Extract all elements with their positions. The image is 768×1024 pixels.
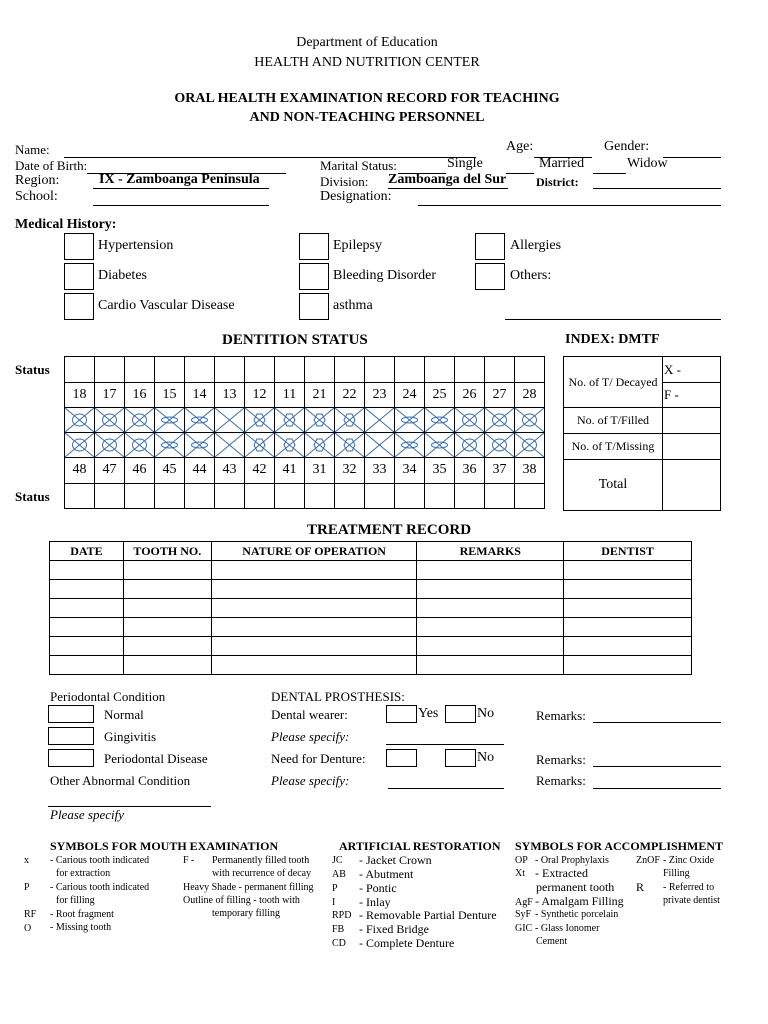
upper-status-cell[interactable] [455,357,485,383]
region-value: IX - Zamboanga Peninsula [99,172,260,187]
cell[interactable] [50,656,124,675]
upper-tooth-diagram[interactable] [65,408,95,433]
rf-symbol: RF [24,909,37,920]
wearer-yes-label: Yes [418,706,439,721]
mouth-exam-heading: SYMBOLS FOR MOUTH EXAMINATION [50,839,279,853]
others-specify-field[interactable] [505,319,721,320]
upper-status-label: Status [15,362,50,377]
upper-tooth-number: 16 [125,382,155,408]
lower-tooth-diagram[interactable] [485,433,515,458]
lower-tooth-number: 33 [365,458,395,484]
upper-tooth-number: 23 [365,382,395,408]
agf-desc: - Amalgam Filling [535,894,624,908]
lower-status-cell[interactable] [185,483,215,509]
op-symbol: OP [515,855,528,866]
lower-tooth-number: 32 [335,458,365,484]
upper-status-cell[interactable] [155,357,185,383]
married-blank[interactable] [506,173,534,174]
upper-tooth-diagram[interactable] [125,408,155,433]
cell[interactable] [211,599,417,618]
treatment-record-table [49,541,692,675]
col-remarks: REMARKS [417,542,564,561]
upper-status-cell[interactable] [425,357,455,383]
gender-label: Gender: [604,139,650,154]
please-specify-label: Please specify [50,807,124,822]
table-row [50,656,692,675]
dob-label: Date of Birth: [15,158,88,173]
lower-status-cell[interactable] [155,483,185,509]
remarks-field-1[interactable] [593,722,721,723]
upper-tooth-number: 26 [455,382,485,408]
upper-tooth-diagram[interactable] [305,408,335,433]
lower-tooth-diagram[interactable] [95,433,125,458]
department-title: Department of Education [296,35,438,50]
normal-checkbox[interactable] [48,705,94,723]
op-desc: - Oral Prophylaxis [535,855,609,866]
need-no-checkbox[interactable] [445,749,476,767]
allergies-checkbox[interactable] [475,233,505,260]
remarks-label-2: Remarks: [536,752,586,767]
table-row [50,637,692,656]
missing-label: No. of T/Missing [564,434,663,460]
cell[interactable] [50,599,124,618]
xt-symbol: Xt [515,868,525,879]
cell[interactable] [50,561,124,580]
f-symbol: F - [183,855,195,866]
o-desc: - Missing tooth [50,922,112,933]
upper-status-cell[interactable] [395,357,425,383]
asthma-checkbox[interactable] [299,293,329,320]
wearer-no-label: No [477,706,495,721]
restoration-desc: - Inlay [359,895,391,909]
restoration-desc: - Removable Partial Denture [359,908,497,922]
accomplishment-heading: SYMBOLS FOR ACCOMPLISHMENT [515,839,724,853]
upper-tooth-number: 13 [215,382,245,408]
p-symbol: P [24,882,30,893]
syf-symbol: SyF [515,909,532,920]
lower-status-cell[interactable] [515,483,545,509]
lower-tooth-number: 48 [65,458,95,484]
lower-status-cell[interactable] [65,483,95,509]
cell[interactable] [211,637,417,656]
upper-tooth-diagram[interactable] [395,408,425,433]
cell[interactable] [50,618,124,637]
dentition-chart [64,356,545,509]
other-abnormal-label: Other Abnormal Condition [50,773,191,788]
periodontal-disease-label: Periodontal Disease [104,751,208,766]
restoration-desc: - Pontic [359,881,397,895]
single-option: Single [447,156,483,171]
lower-tooth-number: 42 [245,458,275,484]
total-label: Total [564,460,663,511]
upper-tooth-diagram[interactable] [335,408,365,433]
dental-prosthesis-heading: DENTAL PROSTHESIS: [271,689,405,704]
restoration-desc: - Fixed Bridge [359,922,429,936]
epilepsy-checkbox[interactable] [299,233,329,260]
restoration-desc: - Jacket Crown [359,853,432,867]
widow-blank[interactable] [593,173,626,174]
filled-label: No. of T/Filled [564,408,663,434]
heavy-shade-desc: Heavy Shade - permanent filling [183,882,314,893]
cell[interactable] [564,656,692,675]
hypertension-label: Hypertension [98,238,174,253]
age-label: Age: [506,139,534,154]
lower-status-cell[interactable] [215,483,245,509]
x-desc-2: for extraction [56,868,111,879]
table-row [50,561,692,580]
znof-symbol: ZnOF [636,855,660,866]
epilepsy-label: Epilepsy [333,238,382,253]
upper-tooth-number: 11 [275,382,305,408]
need-yes-checkbox[interactable] [386,749,417,767]
division-value: Zamboanga del Sur [388,172,507,187]
upper-status-cell[interactable] [245,357,275,383]
lower-status-cell[interactable] [395,483,425,509]
hypertension-checkbox[interactable] [64,233,94,260]
upper-tooth-diagram[interactable] [185,408,215,433]
table-row [50,599,692,618]
normal-label: Normal [104,707,144,722]
restoration-symbol: JC [332,855,343,866]
syf-desc: - Synthetic porcelain [535,909,619,920]
lower-tooth-number: 31 [305,458,335,484]
index-heading: INDEX: DMTF [565,332,660,347]
remarks-label-3: Remarks: [536,773,586,788]
r-desc-2: private dentist [663,895,720,906]
lower-tooth-diagram[interactable] [245,433,275,458]
upper-tooth-diagram[interactable] [275,408,305,433]
cell[interactable] [211,656,417,675]
asthma-label: asthma [333,298,373,313]
gic-symbol: GIC [515,923,533,934]
restoration-symbol: FB [332,924,345,935]
wearer-specify-field[interactable] [386,744,504,745]
lower-status-cell[interactable] [485,483,515,509]
cell[interactable] [417,599,564,618]
cell[interactable] [564,580,692,599]
wearer-yes-checkbox[interactable] [386,705,417,723]
cell[interactable] [50,637,124,656]
cell[interactable] [417,618,564,637]
name-field[interactable] [64,157,476,158]
upper-tooth-number: 27 [485,382,515,408]
upper-tooth-diagram[interactable] [485,408,515,433]
lower-tooth-number: 34 [395,458,425,484]
cell[interactable] [123,618,211,637]
lower-status-cell[interactable] [425,483,455,509]
lower-status-cell[interactable] [335,483,365,509]
division-label: Division: [320,174,369,189]
gic-desc-1: - Glass Ionomer [535,923,600,934]
designation-label: Designation: [320,189,392,204]
lower-tooth-number: 43 [215,458,245,484]
others-checkbox[interactable] [475,263,505,290]
school-label: School: [15,189,58,204]
lower-status-cell[interactable] [455,483,485,509]
lower-status-cell[interactable] [365,483,395,509]
p-desc-2: for filling [56,895,95,906]
lower-tooth-number: 36 [455,458,485,484]
col-tooth-no: TOOTH NO. [123,542,211,561]
need-denture-label: Need for Denture: [271,751,366,766]
wearer-specify-label: Please specify: [271,729,350,744]
cell[interactable] [417,637,564,656]
gingivitis-checkbox[interactable] [48,727,94,745]
lower-tooth-number: 41 [275,458,305,484]
allergies-label: Allergies [510,238,562,253]
upper-tooth-number: 22 [335,382,365,408]
o-symbol: O [24,923,32,934]
cell[interactable] [564,561,692,580]
cell[interactable] [123,637,211,656]
upper-tooth-number: 17 [95,382,125,408]
lower-status-label: Status [15,489,50,504]
total-cell[interactable] [663,460,721,511]
widow-option: Widow [627,156,668,171]
cell[interactable] [50,580,124,599]
x-decayed-cell[interactable]: X - [663,357,721,383]
cell[interactable] [417,561,564,580]
district-label: District: [536,175,579,189]
region-label: Region: [15,173,60,188]
medical-history-heading: Medical History: [15,217,117,232]
upper-tooth-diagram[interactable] [95,408,125,433]
need-specify-field[interactable] [388,788,504,789]
lower-status-cell[interactable] [95,483,125,509]
restoration-symbol: I [332,897,336,908]
artificial-restoration-heading: ARTIFICIAL RESTORATION [339,839,501,853]
need-no-label: No [477,750,495,765]
lower-tooth-number: 47 [95,458,125,484]
restoration-symbol: P [332,883,338,894]
r-desc-1: - Referred to [663,882,715,893]
xt-desc-2: permanent tooth [536,880,615,894]
gingivitis-label: Gingivitis [104,729,157,744]
bleeding-disorder-checkbox[interactable] [299,263,329,290]
marital-label: Marital Status: [320,158,397,173]
cell[interactable] [211,580,417,599]
upper-status-cell[interactable] [215,357,245,383]
upper-tooth-number: 25 [425,382,455,408]
upper-tooth-diagram[interactable] [245,408,275,433]
upper-status-cell[interactable] [185,357,215,383]
lower-tooth-diagram[interactable] [185,433,215,458]
married-option: Married [539,156,585,171]
lower-tooth-number: 37 [485,458,515,484]
school-field[interactable] [93,205,269,206]
upper-tooth-number: 12 [245,382,275,408]
wearer-no-checkbox[interactable] [445,705,476,723]
remarks-field-3[interactable] [593,788,721,789]
lower-tooth-diagram[interactable] [275,433,305,458]
restoration-desc: - Abutment [359,867,414,881]
cardio-checkbox[interactable] [64,293,94,320]
filled-cell[interactable] [663,408,721,434]
xt-desc-1: - Extracted [535,866,588,880]
lower-status-cell[interactable] [125,483,155,509]
division-field[interactable] [388,188,508,189]
lower-tooth-number: 38 [515,458,545,484]
upper-status-cell[interactable] [95,357,125,383]
lower-tooth-diagram[interactable] [125,433,155,458]
upper-tooth-number: 21 [305,382,335,408]
upper-tooth-diagram[interactable] [455,408,485,433]
outline-desc-1: Outline of filling - tooth with [183,895,300,906]
lower-status-cell[interactable] [275,483,305,509]
cell[interactable] [564,618,692,637]
upper-status-cell[interactable] [65,357,95,383]
lower-tooth-diagram[interactable] [335,433,365,458]
table-row [50,618,692,637]
periodontal-heading: Periodontal Condition [50,689,166,704]
lower-tooth-diagram[interactable] [215,433,245,458]
x-desc-1: - Carious tooth indicated [50,855,150,866]
cardio-label: Cardio Vascular Disease [98,298,235,313]
dental-wearer-label: Dental wearer: [271,707,348,722]
restoration-symbol: AB [332,869,346,880]
upper-tooth-diagram[interactable] [215,408,245,433]
cell[interactable] [123,656,211,675]
table-row [50,580,692,599]
form-title-line2: AND NON-TEACHING PERSONNEL [249,110,485,125]
center-title: HEALTH AND NUTRITION CENTER [254,55,480,70]
lower-status-cell[interactable] [305,483,335,509]
upper-status-cell[interactable] [305,357,335,383]
upper-tooth-number: 24 [395,382,425,408]
others-label: Others: [510,268,552,283]
lower-tooth-diagram[interactable] [305,433,335,458]
upper-status-cell[interactable] [335,357,365,383]
bleeding-disorder-label: Bleeding Disorder [333,268,437,283]
treatment-record-heading: TREATMENT RECORD [307,522,472,538]
lower-tooth-number: 44 [185,458,215,484]
region-field[interactable] [93,188,269,189]
upper-tooth-diagram[interactable] [365,408,395,433]
p-desc-1: - Carious tooth indicated [50,882,150,893]
col-dentist: DENTIST [564,542,692,561]
remarks-field-2[interactable] [593,766,721,767]
znof-desc-1: - Zinc Oxide [663,855,715,866]
lower-tooth-diagram[interactable] [425,433,455,458]
upper-status-cell[interactable] [365,357,395,383]
lower-tooth-number: 35 [425,458,455,484]
diabetes-label: Diabetes [98,268,147,283]
lower-tooth-diagram[interactable] [155,433,185,458]
designation-field[interactable] [418,205,721,206]
gender-field[interactable] [663,157,721,158]
upper-status-cell[interactable] [125,357,155,383]
remarks-label-1: Remarks: [536,708,586,723]
col-date: DATE [50,542,124,561]
restoration-symbol: CD [332,938,346,949]
lower-tooth-diagram[interactable] [515,433,545,458]
lower-tooth-number: 45 [155,458,185,484]
restoration-symbol: RPD [332,910,352,921]
r-symbol: R [636,880,645,894]
dentition-status-heading: DENTITION STATUS [222,332,368,348]
lower-tooth-diagram[interactable] [365,433,395,458]
upper-tooth-number: 28 [515,382,545,408]
name-label: Name: [15,142,50,157]
form-title-line1: ORAL HEALTH EXAMINATION RECORD FOR TEACHING [174,91,560,106]
f-decayed-cell[interactable]: F - [663,383,721,408]
restoration-desc: - Complete Denture [359,936,455,950]
x-symbol: x [24,855,29,866]
decayed-label: No. of T/ Decayed [564,357,663,408]
agf-symbol: AgF [515,897,533,908]
upper-tooth-number: 15 [155,382,185,408]
cell[interactable] [123,580,211,599]
cell[interactable] [123,561,211,580]
missing-cell[interactable] [663,434,721,460]
gic-desc-2: Cement [536,936,568,947]
cell[interactable] [417,656,564,675]
upper-tooth-diagram[interactable] [515,408,545,433]
cell[interactable] [417,580,564,599]
rf-desc: - Root fragment [50,909,114,920]
district-field[interactable] [593,188,721,189]
need-specify-label: Please specify: [271,773,350,788]
diabetes-checkbox[interactable] [64,263,94,290]
lower-status-cell[interactable] [245,483,275,509]
cell[interactable] [211,618,417,637]
col-nature: NATURE OF OPERATION [211,542,417,561]
outline-desc-2: temporary filling [212,908,281,919]
upper-tooth-diagram[interactable] [155,408,185,433]
upper-status-cell[interactable] [515,357,545,383]
cell[interactable] [564,637,692,656]
cell[interactable] [211,561,417,580]
dmtf-index-table [563,356,721,511]
periodontal-disease-checkbox[interactable] [48,749,94,767]
cell[interactable] [564,599,692,618]
upper-status-cell[interactable] [275,357,305,383]
upper-status-cell[interactable] [485,357,515,383]
lower-tooth-diagram[interactable] [65,433,95,458]
znof-desc-2: Filling [663,868,690,879]
f-desc-1: Permanently filled tooth [212,855,310,866]
lower-tooth-diagram[interactable] [455,433,485,458]
upper-tooth-number: 18 [65,382,95,408]
cell[interactable] [123,599,211,618]
upper-tooth-number: 14 [185,382,215,408]
upper-tooth-diagram[interactable] [425,408,455,433]
lower-tooth-number: 46 [125,458,155,484]
f-desc-2: with recurrence of decay [212,868,312,879]
lower-tooth-diagram[interactable] [395,433,425,458]
